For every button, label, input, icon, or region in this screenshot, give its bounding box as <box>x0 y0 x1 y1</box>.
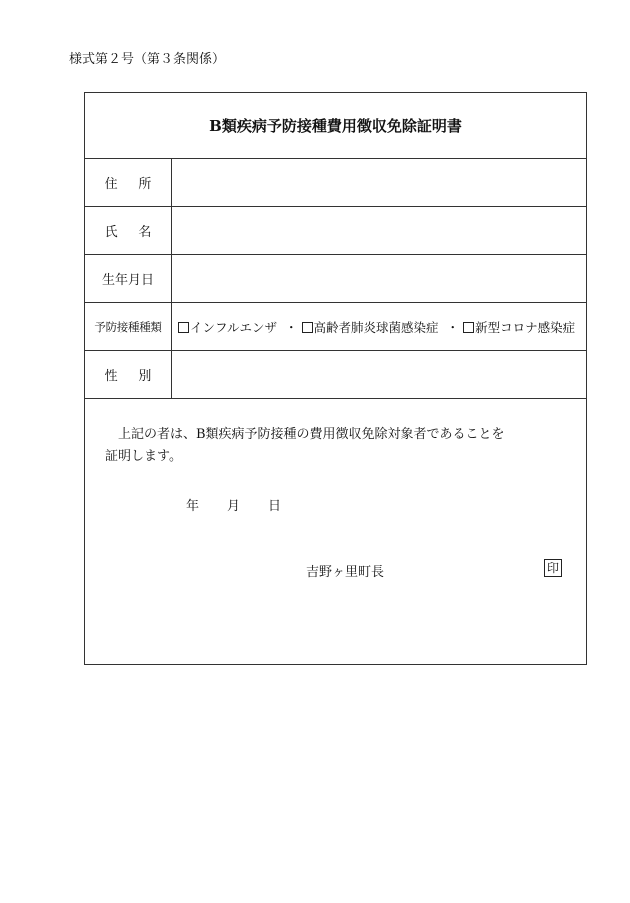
certificate-table <box>84 92 587 665</box>
date-month: 月 <box>227 499 241 514</box>
name-label: 氏名 <box>85 207 172 254</box>
address-label: 住所 <box>85 159 172 206</box>
vaccine-option-covid[interactable]: 新型コロナ感染症 <box>463 318 575 336</box>
birthdate-field[interactable] <box>172 255 586 302</box>
vaccine-type-label: 予防接種種類 <box>85 303 172 350</box>
checkbox-icon[interactable] <box>178 322 189 333</box>
vaccine-options <box>172 303 586 350</box>
seal-mark: 印 <box>544 559 562 577</box>
sex-row <box>85 351 586 399</box>
name-field[interactable] <box>172 207 586 254</box>
checkbox-icon[interactable] <box>302 322 313 333</box>
vaccine-option-influenza[interactable]: インフルエンザ <box>178 318 277 336</box>
issue-date <box>186 495 309 514</box>
date-day: 日 <box>268 499 282 514</box>
certification-area <box>85 399 586 669</box>
certificate-title: B類疾病予防接種費用徴収免除証明書 <box>85 93 586 159</box>
date-year: 年 <box>186 499 200 514</box>
name-row <box>85 207 586 255</box>
issuer-title: 吉野ヶ里町長 <box>306 565 385 580</box>
birthdate-label: 生年月日 <box>85 255 172 302</box>
statement-line-1: 上記の者は、B類疾病予防接種の費用徴収免除対象者であることを <box>118 427 505 442</box>
sex-field[interactable] <box>172 351 586 398</box>
address-field[interactable] <box>172 159 586 206</box>
form-number: 様式第２号（第３条関係） <box>69 52 226 67</box>
statement-line-2: 証明します。 <box>105 449 182 464</box>
option-separator: ・ <box>446 319 460 335</box>
vaccine-type-row <box>85 303 586 351</box>
vaccine-option-pneumococcal[interactable]: 高齢者肺炎球菌感染症 <box>302 318 439 336</box>
option-separator: ・ <box>285 319 298 335</box>
birthdate-row <box>85 255 586 303</box>
address-row <box>85 159 586 207</box>
certification-statement <box>105 424 575 468</box>
sex-label: 性別 <box>85 351 172 398</box>
checkbox-icon[interactable] <box>463 322 474 333</box>
